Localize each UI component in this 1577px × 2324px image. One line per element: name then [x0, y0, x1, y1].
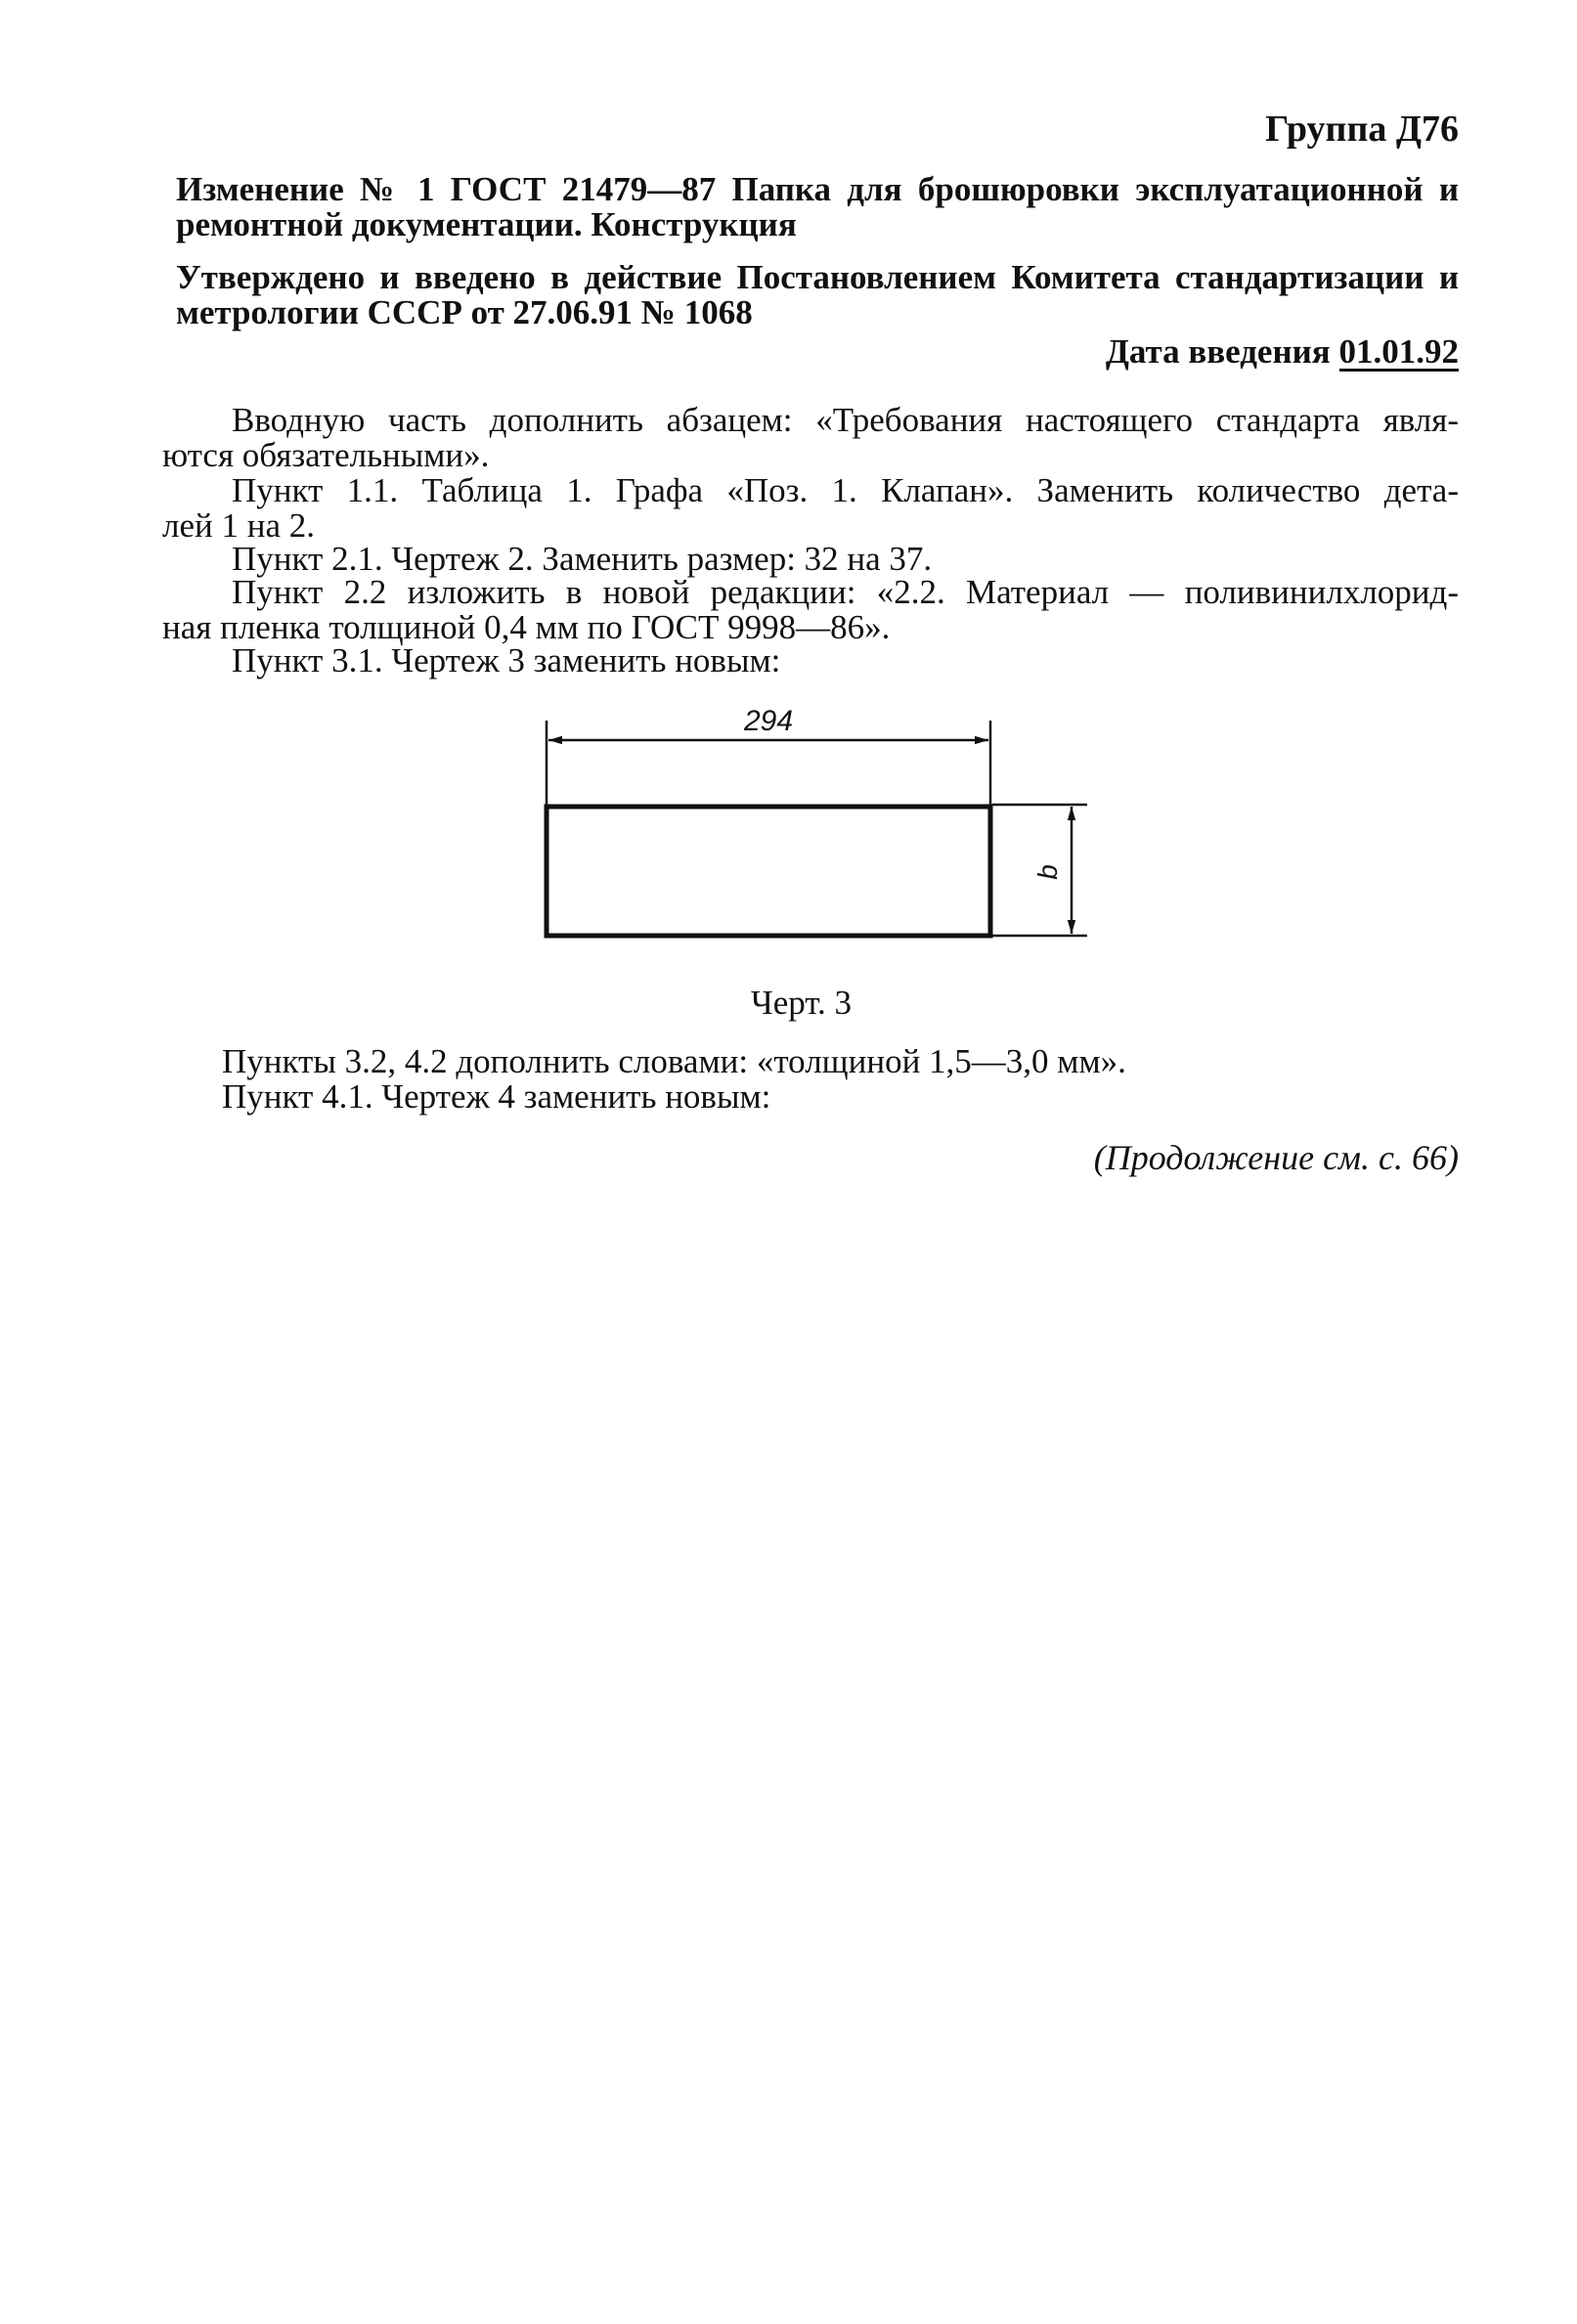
width-dimension-label: 294 — [743, 705, 794, 737]
paragraph-2-2-line2: ная пленка толщиной 0,4 мм по ГОСТ 9998—86». — [162, 608, 891, 646]
paragraph-1-1-line2: лей 1 на 2. — [162, 506, 315, 545]
effective-date — [1106, 332, 1459, 372]
sheet-outline — [547, 807, 990, 936]
paragraph-3-1: Пункт 3.1. Чертеж 3 заменить новым: — [232, 641, 781, 680]
paragraph-1-1-line1: Пункт 1.1. Таблица 1. Графа «Поз. 1. Клапан». Заменить количество дета- — [232, 471, 1459, 509]
paragraph-4-1: Пункт 4.1. Чертеж 4 заменить новым: — [222, 1077, 771, 1116]
continuation-note: (Продолжение см. с. 66) — [1093, 1138, 1459, 1177]
change-title-line2: ремонтной документации. Конструкция — [176, 205, 797, 243]
group-code: Группа Д76 — [1265, 109, 1459, 150]
drawing-caption: Черт. 3 — [751, 984, 852, 1022]
change-title-line1: Изменение № 1 ГОСТ 21479—87 Папка для брошюровки эксплуатационной и — [176, 170, 1459, 208]
drawing-3 — [528, 699, 1095, 953]
paragraph-2-1: Пункт 2.1. Чертеж 2. Заменить размер: 32 на 37. — [232, 540, 933, 578]
paragraph-intro-line1: Вводную часть дополнить абзацем: «Требования настоящего стандарта явля- — [232, 401, 1459, 439]
approval-line1: Утверждено и введено в действие Постановлением Комитета стандартизации и — [176, 258, 1459, 296]
paragraph-2-2-line1: Пункт 2.2 изложить в новой редакции: «2.2. Материал — поливинилхлорид- — [232, 573, 1459, 611]
effective-date-label: Дата введения — [1105, 332, 1331, 371]
paragraph-3-2: Пункты 3.2, 4.2 дополнить словами: «толщиной 1,5—3,0 мм». — [222, 1042, 1126, 1080]
paragraph-intro-line2: ются обязательными». — [162, 436, 490, 474]
height-dimension-label: b — [1032, 864, 1063, 880]
approval-line2: метрологии СССР от 27.06.91 № 1068 — [176, 293, 753, 331]
effective-date-value: 01.01.92 — [1338, 332, 1459, 371]
